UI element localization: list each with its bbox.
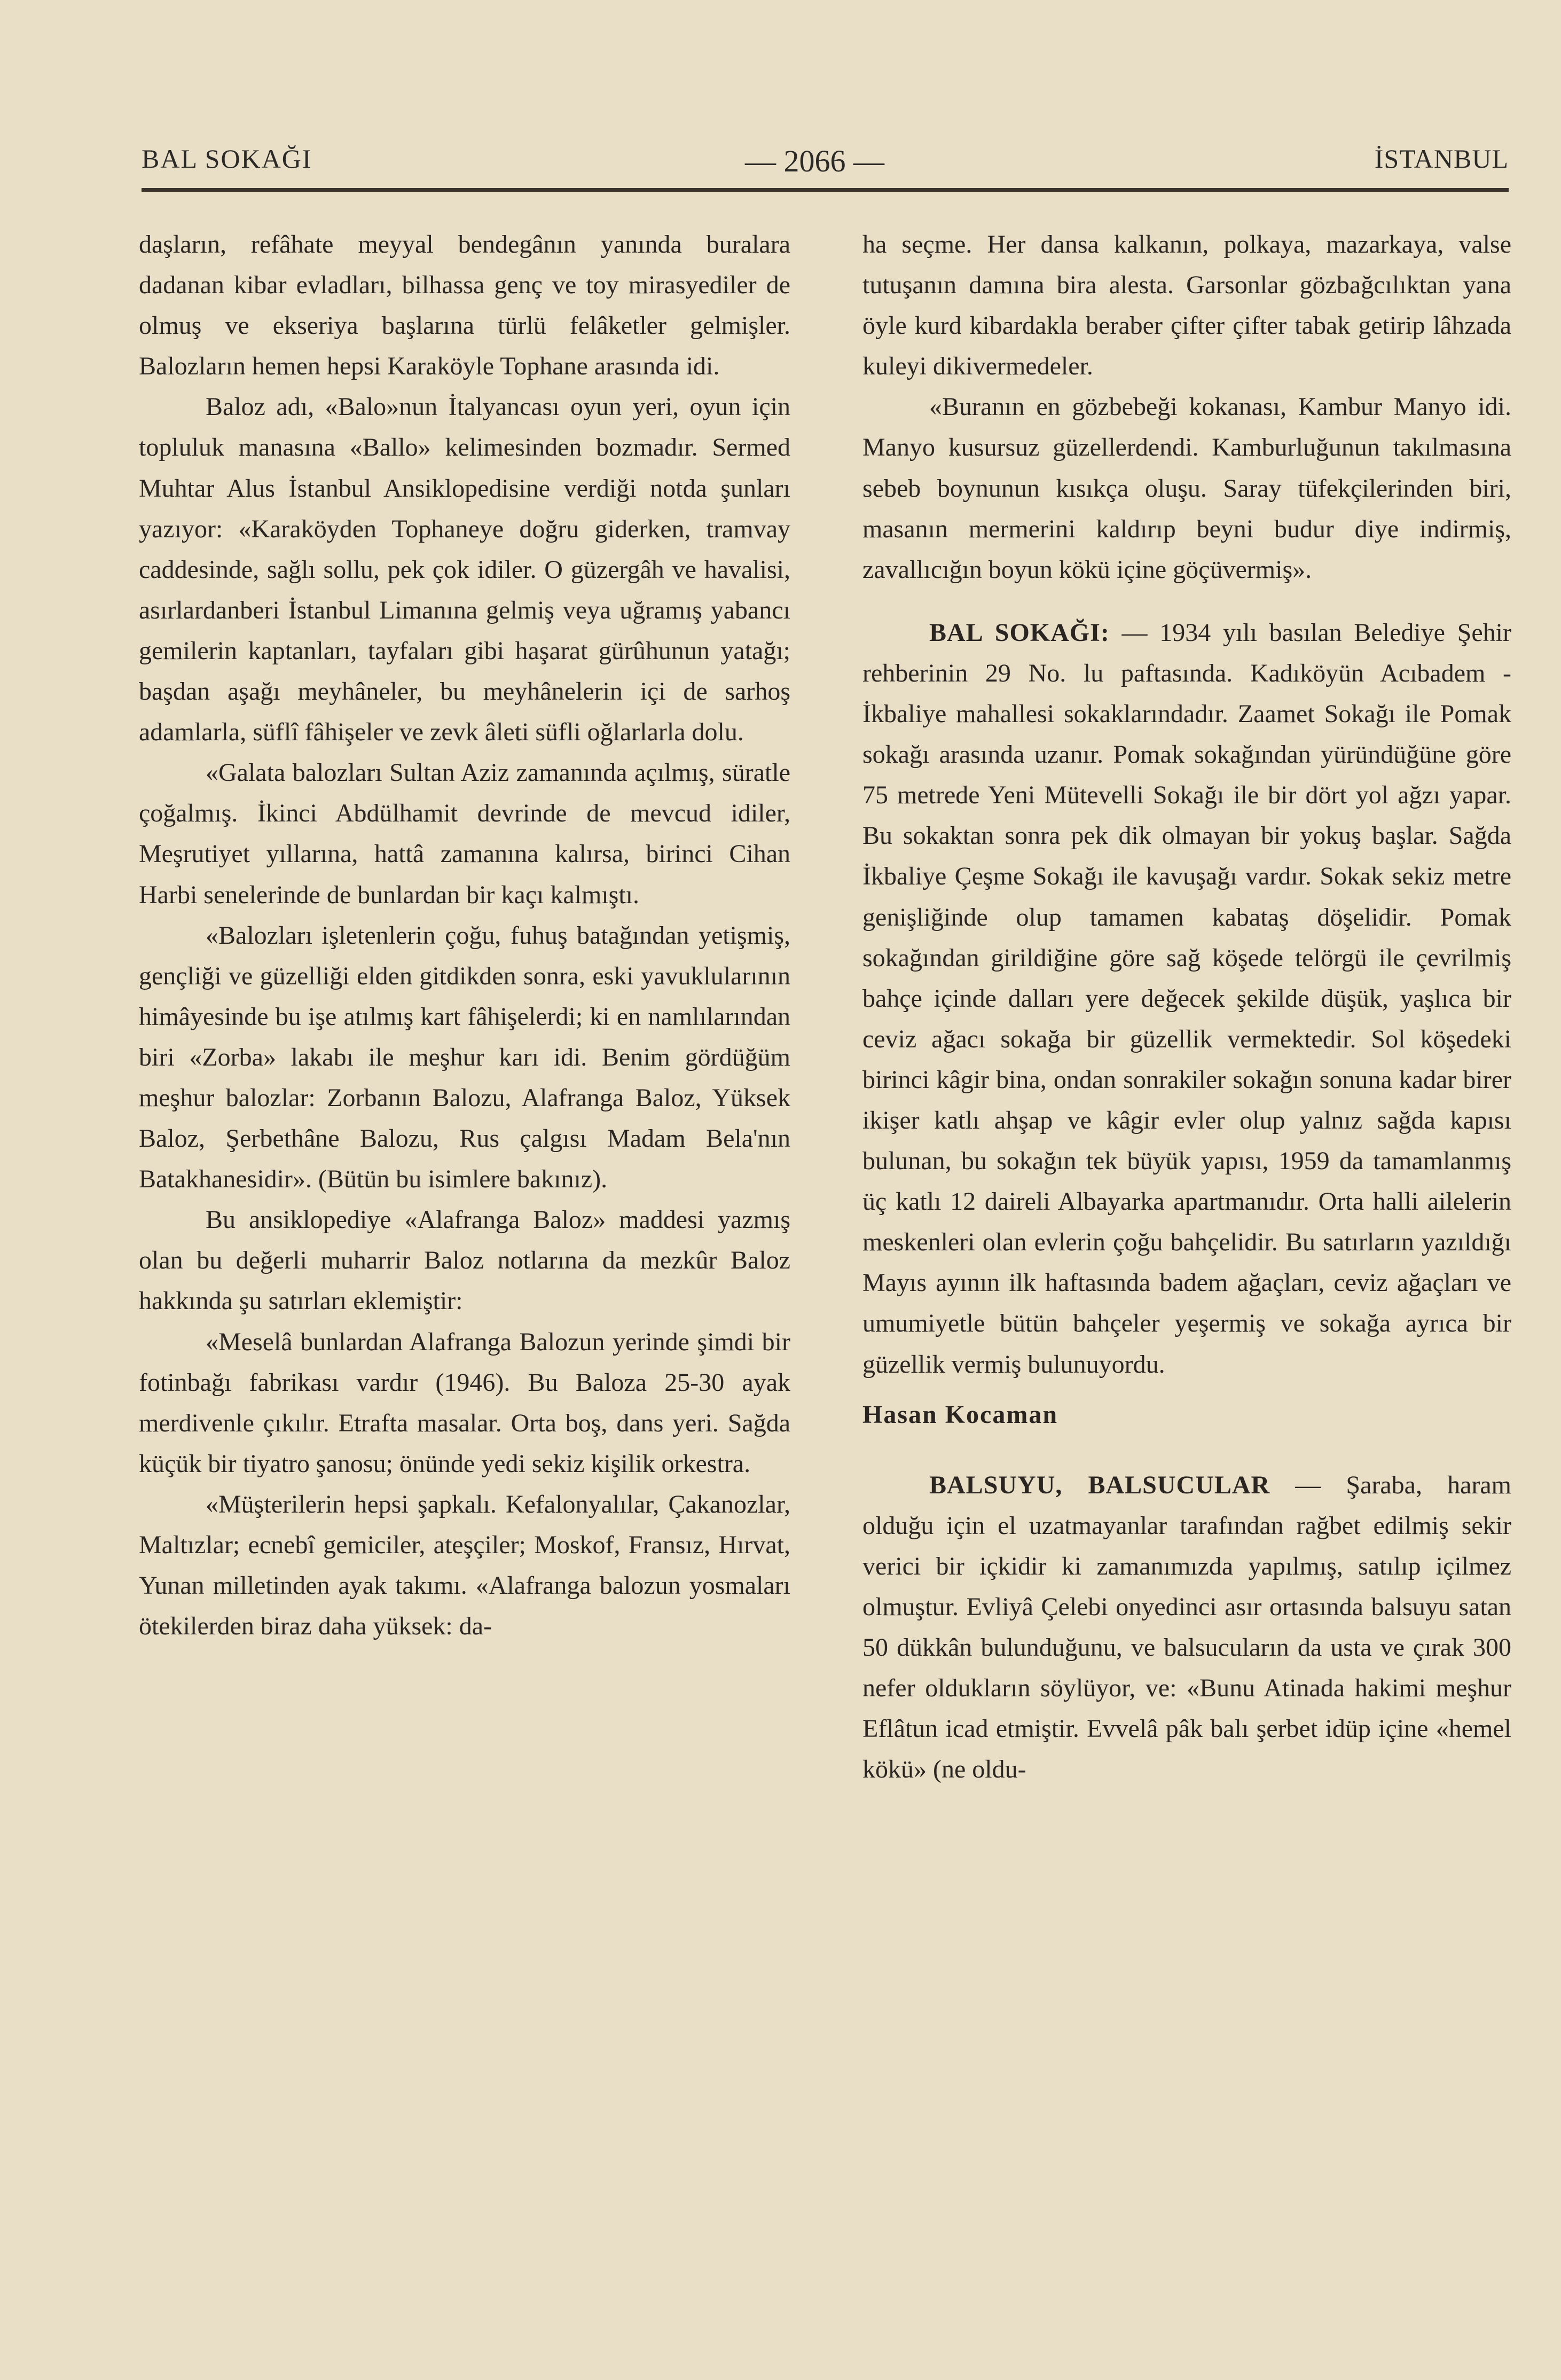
entry-bal-sokagi <box>862 613 1511 1385</box>
paragraph: daşların, refâhate meyyal bendegânın yanında buralara dadanan kibar evladları, bilhassa genç ve toy mirasyediler de olmuş ve ekseriya başlarına türlü felâketler gelmişler. Balozların hemen hepsi Karaköyle Tophane arasında idi. <box>139 230 790 381</box>
entry-body: — Şaraba, haram olduğu için el uzatmayanlar tarafından rağbet edilmiş sekir verici bir içkidir ki zamanımızda yapılmış, satılıp içilmez olmuştur. Evliyâ Çelebi onyedinci asır ortasında balsuyu satan 50 dükkân bulunduğunu, ve balsucuların da usta ve çırak 300 nefer oldukların söylüyor, ve: «Bunu Atinada hakimi meşhur Eflâtun icad etmiştir. Evvelâ pâk balı şerbet idüp içine «hemel kökü» (ne oldu- <box>862 1470 1511 1784</box>
paragraph: «Buranın en gözbebeği kokanası, Kambur Manyo idi. Manyo kusursuz güzellerdendi. Kamburluğunun takılmasına sebeb boynunun kısıkça oluşu. Saray tüfekçilerinden biri, masanın mermerini kaldırıp beyni budur diye indirmiş, zavallıcığın boyun kökü içine göçüvermiş». <box>862 393 1511 584</box>
paragraph: Bu ansiklopediye «Alafranga Baloz» maddesi yazmış olan bu değerli muharrir Baloz notlarına da mezkûr Baloz hakkında şu satırları eklemiştir: <box>139 1205 790 1316</box>
page-number: — 2066 — <box>745 144 884 178</box>
author-signature: Hasan Kocaman <box>862 1400 1058 1429</box>
running-head-volume: İSTANBUL <box>1374 144 1509 174</box>
paragraph: «Meselâ bunlardan Alafranga Balozun yerinde şimdi bir fotinbağı fabrikası vardır (1946). Bu Baloza 25-30 ayak merdivenle çıkılır. Etrafta masalar. Orta boş, dans yeri. Sağda küçük bir tiyatro şanosu; önünde yedi sekiz kişilik orkestra. <box>139 1327 790 1478</box>
page-header <box>142 143 1509 191</box>
paragraph: «Müşterilerin hepsi şapkalı. Kefalonyalılar, Çakanozlar, Maltızlar; ecnebî gemiciler, ateşçiler; Moskof, Fransız, Hırvat, Yunan milletinden ayak takımı. «Alafranga balozun yosmaları ötekilerden biraz daha yüksek: da- <box>139 1490 790 1641</box>
right-column <box>862 224 1511 1790</box>
paragraph: «Balozları işletenlerin çoğu, fuhuş batağından yetişmiş, gençliği ve güzelliği elden gitdikden sonra, eski yavuklularının himâyesinde bu işe atılmış kart fâhişelerdi; ki en namlılarından biri «Zorba» lakabı ile meşhur karı idi. Benim gördüğüm meşhur balozlar: Zorbanın Balozu, Alafranga Baloz, Yüksek Baloz, Şerbethâne Balozu, Rus çalgısı Madam Bela'nın Batakhanesidir». (Bütün bu isimlere bakınız). <box>139 921 790 1194</box>
entry-heading: BAL SOKAĞI: <box>929 618 1110 647</box>
header-rule <box>142 188 1509 192</box>
paragraph: «Galata balozları Sultan Aziz zamanında açılmış, süratle çoğalmış. İkinci Abdülhamit devrinde de mevcud idiler, Meşrutiyet yıllarına, hattâ zamanına kalırsa, birinci Cihan Harbi senelerinde de bunlardan bir kaçı kalmıştı. <box>139 758 790 909</box>
entry-balsuyu <box>862 1465 1511 1790</box>
paragraph: Baloz adı, «Balo»nun İtalyancası oyun yeri, oyun için topluluk manasına «Ballo» kelimesinden bozmadır. Sermed Muhtar Alus İstanbul Ansiklopedisine verdiği notda şunları yazıyor: «Karaköyden Tophaneye doğru giderken, tramvay caddesinde, sağlı sollu, pek çok idiler. O güzergâh ve havalisi, asırlardanberi İstanbul Limanına gelmiş veya uğramış yabancı gemilerin kaptanları, tayfaları gibi haşarat gürûhunun yatağı; başdan aşağı meyhâneler, bu meyhânelerin içi de sarhoş adamlarla, süflî fâhişeler ve zevk âleti süfli oğlarlarla dolu. <box>139 393 790 747</box>
left-column <box>139 224 790 1647</box>
running-head-title: BAL SOKAĞI <box>142 144 312 174</box>
entry-body: — 1934 yılı basılan Belediye Şehir rehberinin 29 No. lu paftasında. Kadıköyün Acıbadem - İkbaliye mahallesi sokaklarındadır. Zaamet Sokağı ile Pomak sokağı arasında uzanır. Pomak sokağından yüründüğüne göre 75 metrede Yeni Mütevelli Sokağı ile bir dört yol ağzı yapar. Bu sokaktan sonra pek dik olmayan bir yokuş başlar. Sağda İkbaliye Çeşme Sokağı ile kavuşağı vardır. Sokak sekiz metre genişliğinde olup tamamen kabataş döşelidir. Pomak sokağından girildiğine göre sağ köşede telörgü ile çevrilmiş bahçe içinde dalları yere değecek şekilde düşük, yaşlıca bir ceviz ağacı sokağa bir güzellik vermektedir. Sol köşedeki birinci kâgir bina, ondan sonrakiler sokağın sonuna kadar birer ikişer katlı ahşap ve kâgir evler olup yalnız sağda kapısı bulunan, bu sokağın tek büyük yapısı, 1959 da tamamlanmış üç katlı 12 daireli Albayarka apartmanıdır. Orta halli ailelerin meskenleri olan evlerin çoğu bahçelidir. Bu satırların yazıldığı Mayıs ayının ilk haftasında badem ağaçları, ceviz ağaçları ve umumiyetle bütün bahçeler yeşermiş ve sokağa ayrıca bir güzellik vermiş bulunuyordu. <box>862 618 1511 1379</box>
entry-heading: BALSUYU, BALSUCULAR <box>929 1470 1270 1499</box>
paragraph: ha seçme. Her dansa kalkanın, polkaya, mazarkaya, valse tutuşanın damına bira alesta. Garsonlar gözbağcılıktan yana öyle kurd kibardakla beraber çifter çifter tabak getirip lâhzada kuleyi dikivermedeler. <box>862 230 1511 381</box>
